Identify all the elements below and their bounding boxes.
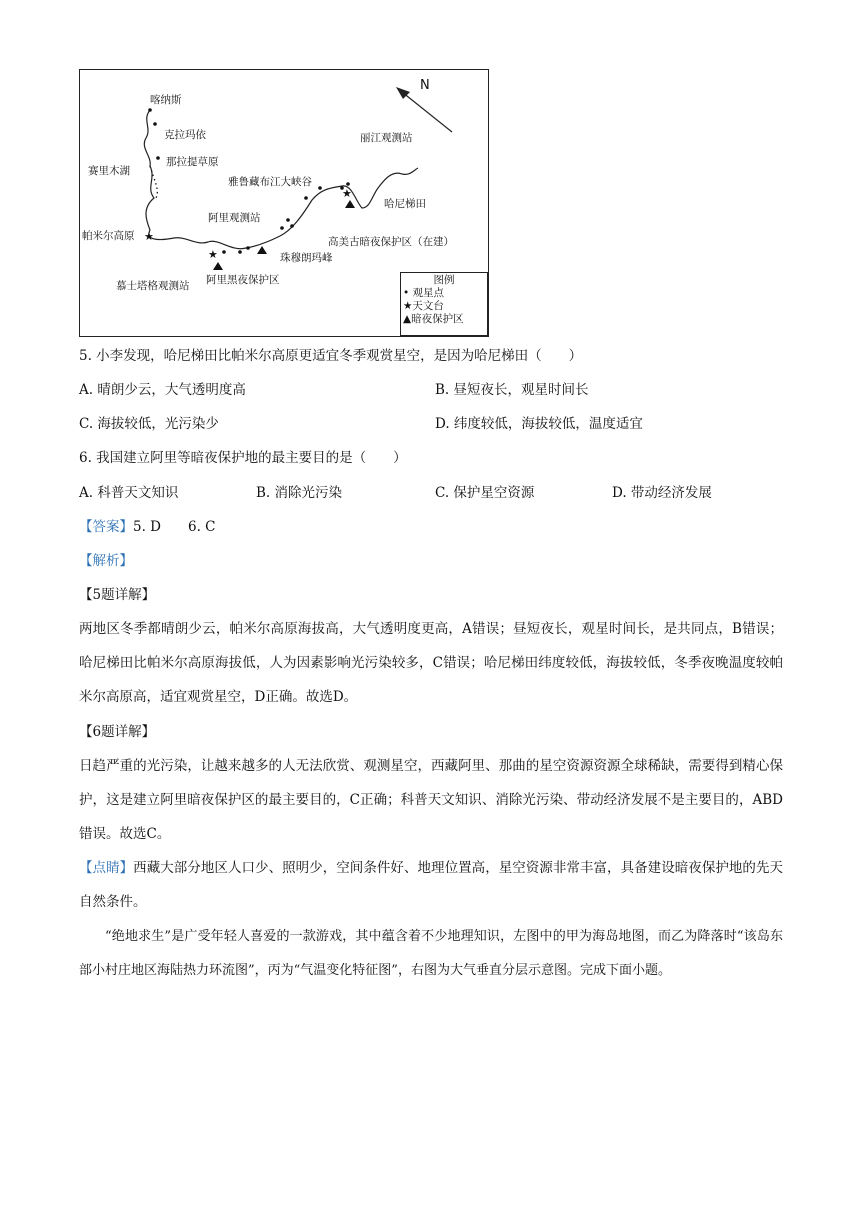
- q5-option-a: A. 晴朗少云，大气透明度高: [79, 382, 246, 398]
- dot-icon: •: [403, 287, 410, 299]
- svg-text:★: ★: [342, 187, 352, 200]
- dianjing-tag: 【点睛】: [79, 860, 134, 876]
- label-muztagh-station: 慕士塔格观测站: [116, 280, 190, 292]
- svg-text:★: ★: [144, 230, 154, 243]
- label-ali-station: 阿里观测站: [208, 212, 261, 224]
- label-yarlung: 雅鲁藏布江大峡谷: [228, 176, 312, 188]
- answer-line: [79, 517, 216, 537]
- q6-option-b: B. 消除光污染: [256, 485, 343, 501]
- legend-item-observation: [401, 287, 487, 300]
- q6-option-c: C. 保护星空资源: [435, 485, 535, 501]
- q6-option-d: D. 带动经济发展: [612, 485, 712, 501]
- detail-6-body: 日趋严重的光污染，让越来越多的人无法欣赏、观测星空，西藏阿里、那曲的星空资源资源全球稀缺，需要得到精心保护，这是建立阿里暗夜保护区的最主要目的，C正确；科普天文知识、消除光污染、带动经济发展不是主要目的，ABD错误。故选C。: [79, 758, 783, 842]
- map-legend: [400, 272, 488, 336]
- dianjing-paragraph: [79, 851, 783, 919]
- answer-text: 5. D 6. C: [133, 519, 216, 535]
- legend-label: 观星点: [412, 287, 445, 299]
- answer-tag: 【答案】: [79, 519, 133, 535]
- detail-5-body: 两地区冬季都晴朗少云，帕米尔高原海拔高，大气透明度更高，A错误；昼短夜长，观星时间长，是共同点，B错误；哈尼梯田比帕米尔高原海拔低，人为因素影响光污染较多，C错误；哈尼梯田纬度较低，海拔较低，冬季夜晚温度较帕米尔高原高，适宜观赏星空，D正确。故选D。: [79, 621, 783, 705]
- analysis-line: [79, 551, 133, 571]
- observatory-stars: [144, 187, 352, 261]
- legend-item-reserve: [401, 313, 487, 326]
- svg-text:★: ★: [208, 248, 218, 261]
- q5-option-d: D. 纬度较低，海拔较低，温度适宜: [435, 416, 643, 432]
- dianjing-body: 西藏大部分地区人口少、照明少，空间条件好、地理位置高，星空资源非常丰富，具备建设暗夜保护地的先天自然条件。: [79, 860, 784, 910]
- label-lijiang: 丽江观测站: [360, 132, 413, 144]
- legend-label: 天文台: [412, 300, 444, 312]
- north-label: N: [420, 78, 430, 93]
- legend-title: 图例: [433, 274, 455, 286]
- legend-label: 暗夜保护区: [411, 313, 464, 325]
- label-kanas: 喀纳斯: [150, 94, 182, 106]
- q5-option-c: C. 海拔较低，光污染少: [79, 416, 219, 432]
- label-ali-reserve: 阿里黑夜保护区: [206, 274, 280, 286]
- analysis-tag: 【解析】: [79, 553, 133, 569]
- q5-option-b: B. 昼短夜长，观星时间长: [435, 382, 589, 398]
- detail-5-heading: 【5题详解】: [79, 587, 156, 603]
- label-hani: 哈尼梯田: [384, 198, 426, 210]
- label-sailimu: 赛里木湖: [88, 165, 130, 177]
- label-karamay: 克拉玛依: [164, 129, 206, 141]
- north-arrow-line: [402, 92, 452, 132]
- star-icon: ★: [403, 300, 413, 312]
- q6-option-a: A. 科普天文知识: [79, 485, 179, 501]
- label-everest: 珠穆朗玛峰: [280, 252, 333, 264]
- detail-6-heading: 【6题详解】: [79, 724, 156, 740]
- triangle-icon: ▲: [403, 313, 412, 325]
- question-6-stem: 6. 我国建立阿里等暗夜保护地的最主要目的是（ ）: [79, 450, 407, 466]
- label-gaomei: 高美古暗夜保护区（在建）: [328, 236, 454, 248]
- next-question-intro: “绝地求生”是广受年轻人喜爱的一款游戏，其中蕴含着不少地理知识，左图中的甲为海岛地图，而乙为降落时“该岛东部小村庄地区海陆热力环流图”，丙为“气温变化特征图”，右图为大气垂直分层示意图。完成下面小题。: [79, 929, 783, 978]
- legend-item-observatory: [401, 300, 487, 313]
- label-nalati: 那拉提草原: [166, 156, 219, 168]
- question-5-stem: 5. 小李发现，哈尼梯田比帕米尔高原更适宜冬季观赏星空，是因为哈尼梯田（ ）: [79, 348, 583, 364]
- label-pamir: 帕米尔高原: [82, 230, 135, 242]
- star-map-figure: [79, 69, 489, 337]
